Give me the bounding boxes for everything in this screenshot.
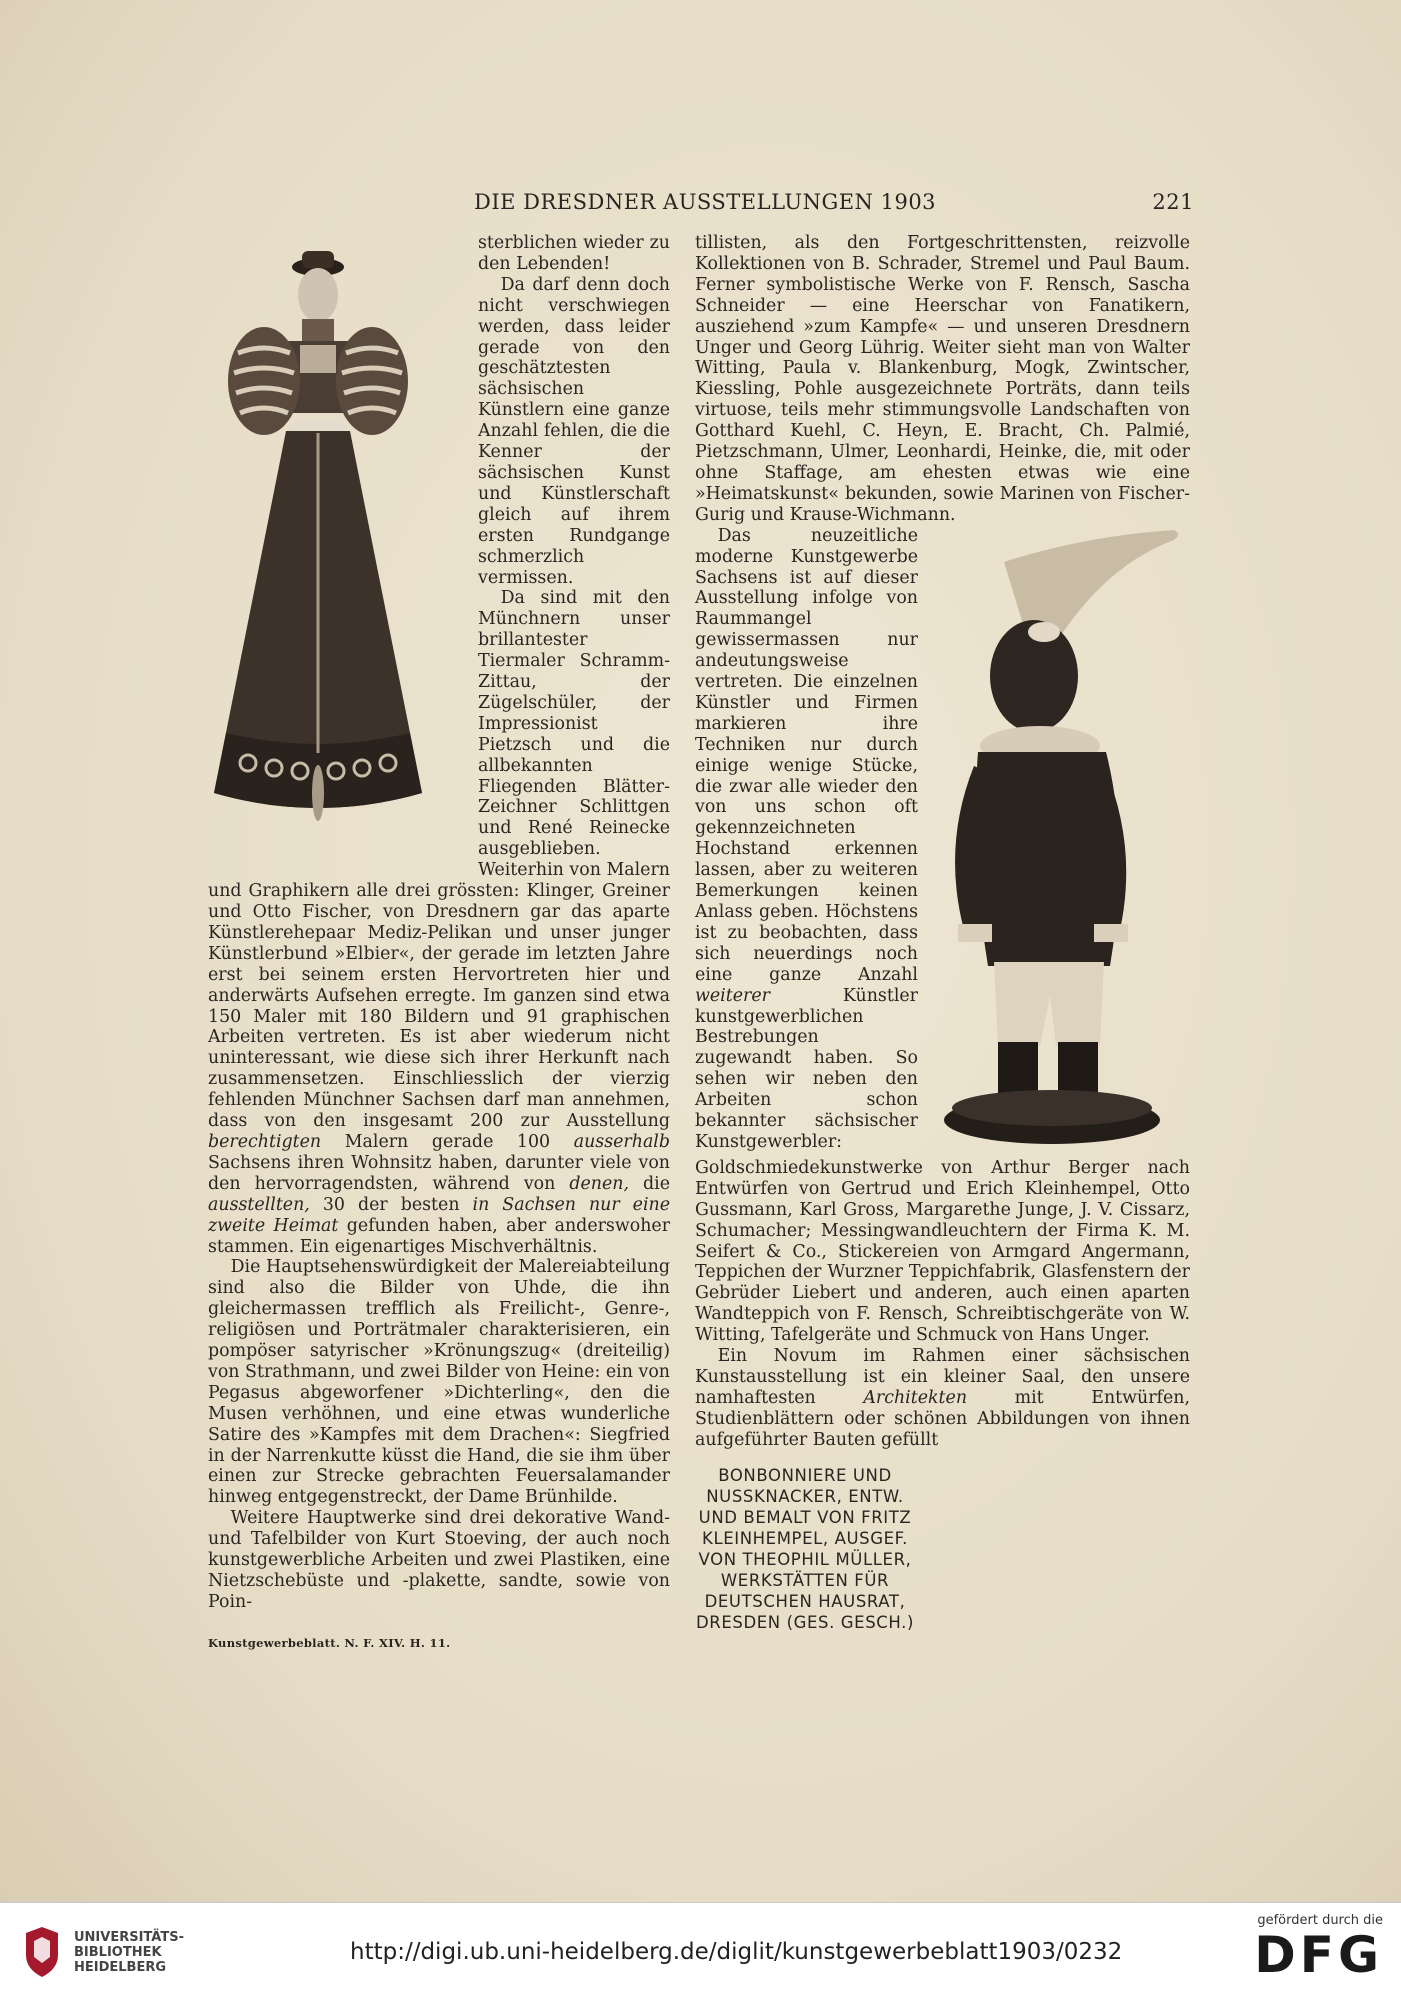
figure-caption: BONBONNIERE UND NUSSKNACKER, ENTW. UND BEMALT VON FRITZ KLEINHEMPEL, AUSGEF. VON THEOPHIL MÜLLER, WERKSTÄTTEN FÜR DEUTSCHEN HAUSRAT, DRESDEN (GES. GESCH.) <box>695 1465 914 1632</box>
right-paragraph-3: Ein Novum im Rahmen einer sächsischen Kunstausstellung ist ein kleiner Saal, den unsere namhaftesten Architekten mit Entwürfen, Studienblättern oder schönen Abbildungen von ihnen aufgeführter Bauten gefüllt <box>695 1346 1190 1450</box>
university-seal-icon <box>20 1927 64 1977</box>
right-column <box>695 233 1190 1633</box>
sponsor-label: gefördert durch die <box>1257 1913 1383 1928</box>
left-paragraph-3: Da sind mit den Münchnern unser brillantester Tiermaler Schramm-Zittau, der Zügelschüler, der Impressionist Pietzsch und die allbekannten Fliegenden Blätter-Zeichner Schlittgen und René Reinecke ausgeblieben. Weiterhin von Malern und Graphikern alle drei grössten: Klinger, Greiner und Otto Fischer, von Dresdnern gar das aparte Künstlerehepaar Mediz-Pelikan und unser junger Künstlerbund »Elbier«, der gerade im letzten Jahre erst bei seinem ersten Hervortreten hier und anderwärts Aufsehen erregte. Im ganzen sind etwa 150 Maler mit 180 Bildern und 91 graphischen Arbeiten vertreten. Es ist aber wiederum nicht uninteressant, wie diese sich ihrer Herkunft nach zusammensetzen. Einschliesslich der vierzig fehlenden Münchner Sachsen darf man annehmen, dass von den insgesamt 200 zur Ausstellung berechtigten Malern gerade 100 ausserhalb Sachsens ihren Wohnsitz haben, darunter viele von den hervorragendsten, während von denen, die ausstellten, 30 der besten in Sachsen nur eine zweite Heimat gefunden haben, aber anderswoher stammen. Ein eigenartiges Mischverhältnis. <box>208 588 671 1257</box>
header-title: DIE DRESDNER AUSSTELLUNGEN 1903 <box>474 190 937 214</box>
right-paragraph-1: tillisten, als den Fortgeschrittensten, reizvolle Kollektionen von B. Schrader, Stremel und Paul Baum. Ferner symbolistische Werke von F. Rensch, Sascha Schneider — eine Heerschar von Fanatikern, ausziehend »zum Kampfe« — und unseren Dresdnern Unger und Georg Lührig. Weiter sieht man von Walter Witting, Paula v. Blankenburg, Mogk, Zwintscher, Kiessling, Pohle ausgezeichnete Porträts, dann teils virtuose, teils mehr stimmungsvolle Landschaften von Gotthard Kuehl, C. Heyn, E. Bracht, Ch. Palmié, Pietzschmann, Ulmer, Leonhardi, Heinke, die, mit oder ohne Staffage, am ehesten etwas wie eine »Heimatskunst« bekunden, sowie Marinen von Fischer-Gurig und Krause-Wichmann. <box>695 233 1190 525</box>
left-paragraph-4: Die Hauptsehenswürdigkeit der Malereiabteilung sind also die Bilder von Uhde, die ihn gleichermassen trefflich als Freilicht-, Genre-, religiösen und Porträtmaler charakterisieren, ein pompöser satyrischer »Krönungszug« (dreiteilig) von Strathmann, und zwei Bilder von Heine: ein von Pegasus abgeworfener »Dichterling«, den die Musen verhöhnen, und eine etwas wunderliche Satire des »Kampfes mit dem Drachen«: Siegfried in der Narrenkutte küsst die Hand, die sie ihm über einen zur Strecke gebrachten Feuersalamander hinweg entgegenstreckt, der Dame Brünhilde. <box>208 1257 670 1508</box>
institution-name: UNIVERSITÄTS- BIBLIOTHEK HEIDELBERG <box>74 1929 184 1975</box>
viewer-bar <box>0 1902 1401 2003</box>
sponsor-block[interactable] <box>1254 1913 1383 1982</box>
institution-logo[interactable] <box>20 1927 184 1977</box>
footer-signature: Kunstgewerbeblatt. N. F. XIV. H. 11. <box>208 1636 451 1650</box>
left-paragraph-1: sterblichen wieder zu den Lebenden! <box>478 233 670 274</box>
left-paragraph-2: Da darf denn doch nicht verschwiegen werden, dass leider gerade von den geschätztesten sächsischen Künstlern eine ganze Anzahl fehlen, die die Kenner der sächsischen Kunst und Künstlerschaft gleich auf ihrem ersten Rundgange schmerzlich vermissen. <box>478 274 670 588</box>
left-column <box>208 233 670 1613</box>
page-number: 221 <box>1152 190 1194 214</box>
right-paragraph-2: Das neuzeitliche moderne Kunstgewerbe Sachsens ist auf dieser Ausstellung infolge von Raummangel gewissermassen nur andeutungsweise vertreten. Die einzelnen Künstler und Firmen markieren ihre Techniken nur durch einige wenige Stücke, die zwar alle wieder den von uns schon oft gekennzeichneten Hochstand erkennen lassen, aber zu weiteren Bemerkungen keinen Anlass geben. Höchstens ist zu beobachten, dass sich neuerdings noch eine ganze Anzahl weiterer Künstler kunstgewerblichen Bestrebungen zugewandt haben. So sehen wir neben den Arbeiten schon bekannter sächsischer Kunstgewerbler: Goldschmiedekunstwerke von Arthur Berger nach Entwürfen von Gertrud und Erich Kleinhempel, Otto Gussmann, Karl Gross, Margarethe Junge, J. V. Cissarz, Schumacher; Messingwandleuchtern der Firma K. M. Seifert & Co., Stickereien von Armgard Angermann, Teppichen der Wurzner Teppichfabrik, Glasfenstern der Gebrüder Liebert und anderen, auch einen aparten Wandteppich von F. Rensch, Schreibtischgeräte von W. Witting, Tafelgeräte und Schmuck von Hans Unger. <box>695 526 1190 1346</box>
permalink-url[interactable]: http://digi.ub.uni-heidelberg.de/diglit/kunstgewerbeblatt1903/0232 <box>350 1939 1123 1965</box>
dfg-logo-icon: DFG <box>1254 1926 1383 1984</box>
left-paragraph-5: Weitere Hauptwerke sind drei dekorative Wand- und Tafelbilder von Kurt Stoeving, der auch noch kunstgewerbliche Arbeiten und zwei Plastiken, eine Nietzschebüste und -plakette, sandte, sowie von Poin- <box>208 1508 670 1612</box>
figure-lady-statuette <box>204 233 462 871</box>
figure-nutcracker <box>934 526 1194 1154</box>
